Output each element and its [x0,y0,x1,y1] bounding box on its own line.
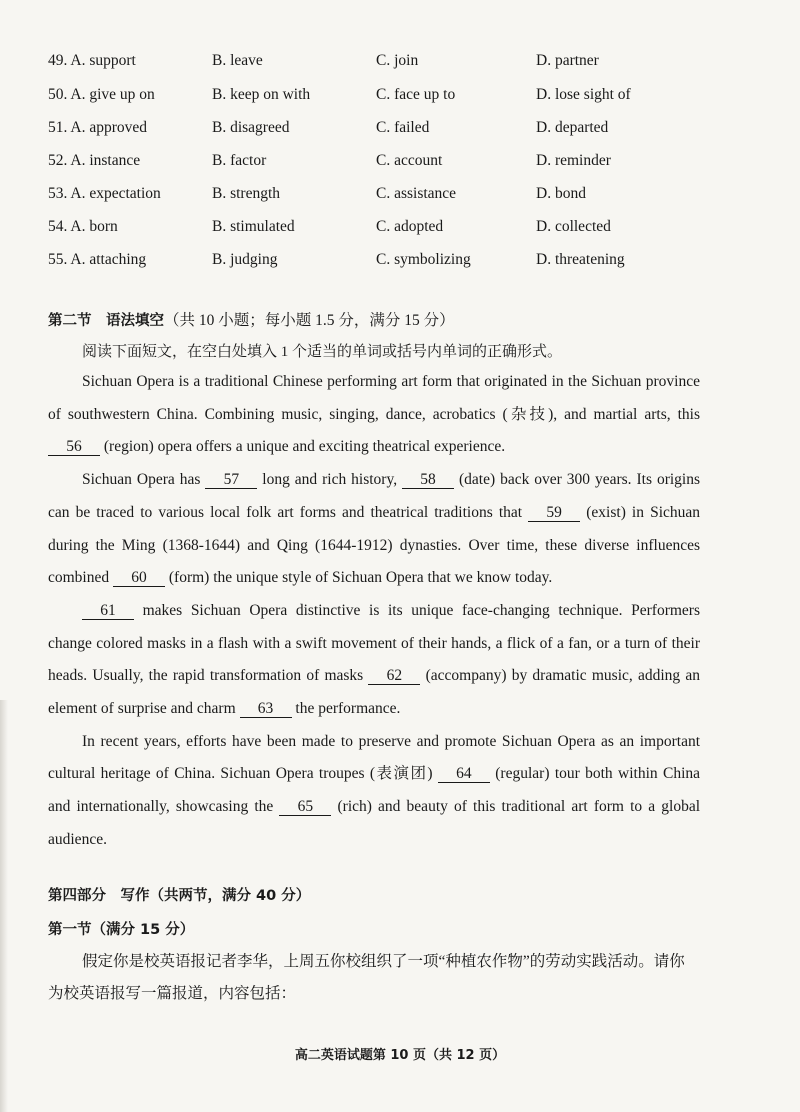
blank-56: 56 [48,438,100,456]
option-a: 50. A. give up on [48,86,155,103]
passage-text: Sichuan Opera is a traditional Chinese performing art form that originated in the Sichuan province of southwestern China. Combining music, singing, dance, acrobatics (杂技), and martial arts, this [48,373,700,423]
option-c: C. face up to [376,86,456,103]
option-d: D. collected [536,218,611,235]
passage [48,366,700,857]
passage-paragraph-3 [48,595,700,726]
scan-edge-shadow [0,700,8,1112]
passage-text: makes Sichuan Opera distinctive is its unique face-changing technique. Performers change colored masks in a flash with a swift movement of their hands, a flick of a fan, or a turn of their heads. Usually, the rapid transformation of masks [48,601,700,685]
writing-prompt-text: 假定你是校英语报记者李华，上周五你校组织了一项“种植农作物”的劳动实践活动。请你为校英语报写一篇报道，内容包括： [48,953,685,1002]
passage-paragraph-1 [48,366,700,464]
passage-paragraph-2 [48,464,700,595]
option-b: B. keep on with [212,86,311,103]
passage-text: (exist) in Sichuan during the Ming (1368-1644) and Qing (1644-1912) dynasties. Over time, these diverse influences combined [48,503,701,587]
option-b: B. disagreed [212,119,290,136]
option-c: C. assistance [376,185,457,202]
option-row [48,152,748,178]
option-c: C. adopted [376,218,444,235]
passage-text: long and rich history, [257,471,403,489]
option-b: B. stimulated [212,218,295,235]
blank-59: 59 [528,504,580,522]
option-row [48,86,748,112]
option-c: C. symbolizing [376,251,471,268]
option-row [48,52,748,78]
section2-rules: （共 10 小题；每小题 1.5 分，满分 15 分） [164,312,455,329]
option-a: 52. A. instance [48,152,141,169]
passage-text: Sichuan Opera has [82,471,206,489]
blank-64: 64 [438,765,490,783]
option-d: D. threatening [536,251,625,268]
option-a: 49. A. support [48,52,136,69]
passage-text: (region) opera offers a unique and exciting theatrical experience. [100,438,506,456]
option-d: D. reminder [536,152,611,169]
passage-text: (regular) tour both within China and internationally, showcasing the [48,765,701,816]
option-a: 53. A. expectation [48,185,161,202]
option-b: B. leave [212,52,263,69]
option-row [48,218,748,244]
passage-paragraph-4 [48,726,700,857]
option-c: C. join [376,52,419,69]
option-b: B. factor [212,152,267,169]
section2-instruction: 阅读下面短文，在空白处填入 1 个适当的单词或括号内单词的正确形式。 [82,344,563,360]
option-a: 54. A. born [48,218,118,235]
option-c: C. account [376,152,443,169]
passage-text: (accompany) by dramatic music, adding an element of surprise and charm [48,667,700,718]
part4-title: 第四部分 写作（共两节，满分 40 分） [48,888,311,904]
writing-prompt [48,946,700,1010]
section2-title: 第二节 语法填空 [48,313,164,329]
blank-57: 57 [205,471,257,489]
passage-text: (rich) and beauty of this traditional art form to a global audience. [48,798,701,848]
part4-section1-title: 第一节（满分 15 分） [48,922,195,938]
option-a: 51. A. approved [48,119,148,136]
passage-text: In recent years, efforts have been made to preserve and promote Sichuan Opera as an important cultural heritage of China. Sichuan Opera troupes (表演团) [48,732,700,783]
blank-58: 58 [402,471,454,489]
option-row [48,185,748,211]
option-c: C. failed [376,119,430,136]
option-d: D. departed [536,119,609,136]
option-b: B. strength [212,185,281,202]
blank-62: 62 [368,667,420,685]
page-footer: 高二英语试题第 10 页（共 12 页） [294,1048,506,1063]
option-d: D. partner [536,52,599,69]
passage-text: (form) the unique style of Sichuan Opera that we know today. [165,569,553,587]
blank-60: 60 [113,569,165,587]
option-row [48,251,748,277]
option-b: B. judging [212,251,278,268]
passage-text: (date) back over 300 years. Its origins can be traced to various local folk art forms and theatrical traditions that [48,471,700,521]
blank-63: 63 [240,700,292,718]
blank-65: 65 [279,798,331,816]
section2-heading [48,308,455,330]
blank-61: 61 [82,602,134,620]
option-a: 55. A. attaching [48,251,147,268]
option-d: D. bond [536,185,586,202]
option-row [48,119,748,145]
option-d: D. lose sight of [536,86,631,103]
passage-text: the performance. [291,700,401,718]
